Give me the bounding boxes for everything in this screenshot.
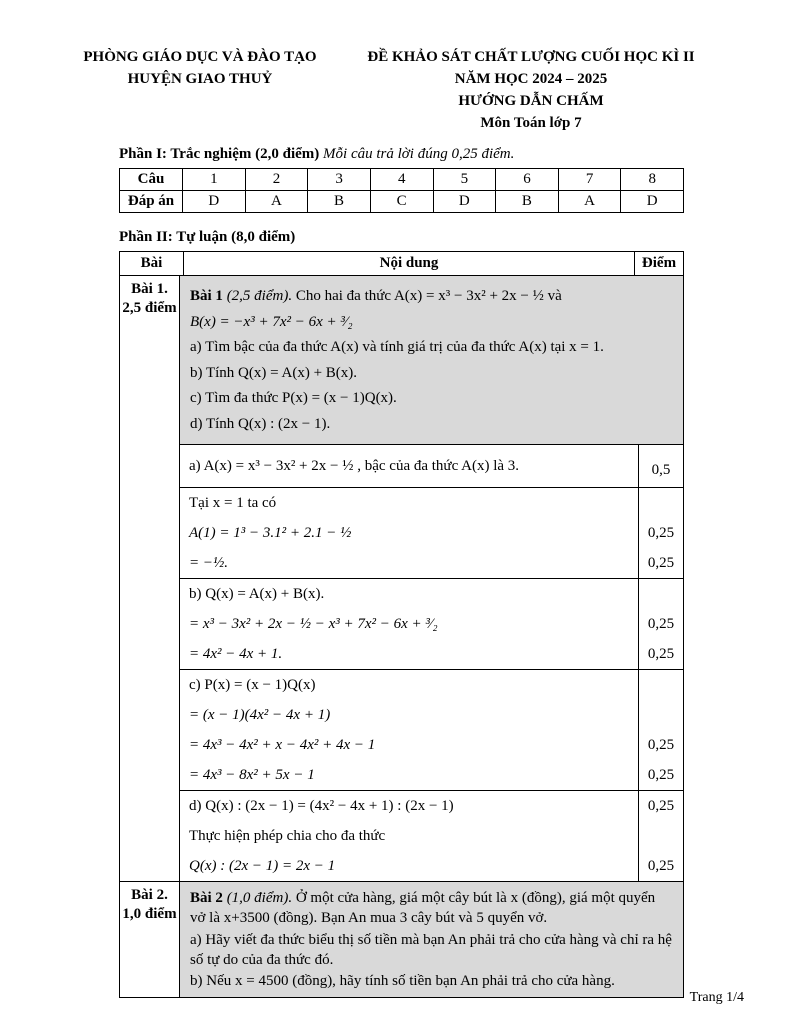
answer-text: Tại x = 1 ta có (180, 488, 639, 518)
statement-line: a) Tìm bậc của đa thức A(x) và tính giá trị của đa thức A(x) tại x = 1. (190, 339, 604, 355)
answer-text: c) P(x) = (x − 1)Q(x) (180, 670, 639, 700)
answer-line (180, 548, 683, 578)
statement-line: b) Tính Q(x) = A(x) + B(x). (190, 364, 358, 381)
statement-line (190, 285, 673, 308)
mc-question-cell: 7 (558, 169, 621, 190)
bai2-points: (1,0 điểm). (226, 890, 293, 906)
answer-text: d) Q(x) : (2x − 1) = (4x² − 4x + 1) : (2x − 1) (180, 791, 639, 821)
document-body (119, 144, 684, 998)
mc-question-cell: 8 (620, 169, 683, 190)
score-cell: 0,25 (647, 524, 675, 541)
mc-answer-cell: D (182, 191, 245, 212)
mc-answer-cell: A (558, 191, 621, 212)
bai1-intro: Cho hai đa thức A(x) = x³ − 3x² + 2x − ½ và (295, 288, 562, 304)
bai1-side-cell (120, 276, 180, 881)
score-cell: 0,25 (647, 554, 675, 571)
statement-line: B(x) = −x³ + 7x² − 6x + ³⁄₂ (190, 313, 353, 330)
bai1-side-label: Bài 1. (131, 281, 168, 297)
answer-line (180, 488, 683, 518)
score-cell (639, 700, 683, 730)
answer-text: A(1) = 1³ − 3.1² + 2.1 − ½ (180, 518, 639, 548)
exam-subject: Môn Toán lớp 7 (480, 115, 582, 131)
part1-answer-table (119, 168, 684, 213)
bai2-statement (180, 882, 683, 997)
answer-line (180, 700, 683, 730)
exam-guide-label: HƯỚNG DẪN CHẤM (458, 93, 604, 109)
page-number: Trang 1/4 (689, 990, 744, 1005)
bai2-side-points: 1,0 điểm (122, 906, 177, 922)
answer-line (180, 609, 683, 639)
mc-answer-cell: B (495, 191, 558, 212)
answer-text: = 4x³ − 8x² + 5x − 1 (180, 760, 639, 790)
part2-heading: Phần II: Tự luận (8,0 điểm) (119, 229, 296, 245)
mc-answer-cell: D (433, 191, 496, 212)
answer-row-a-value (180, 487, 683, 578)
part1-note: Mỗi câu trả lời đúng 0,25 điểm. (323, 146, 515, 162)
statement-line (190, 888, 673, 929)
mc-question-cell: 1 (182, 169, 245, 190)
part2-table (119, 251, 684, 998)
answer-row-b (180, 578, 683, 669)
part1-title: Phần I: Trắc nghiệm (2,0 điểm) (119, 146, 320, 162)
answer-line (180, 639, 683, 669)
exam-title: ĐỀ KHẢO SÁT CHẤT LƯỢNG CUỐI HỌC KÌ II (367, 49, 695, 65)
exam-year: NĂM HỌC 2024 – 2025 (454, 71, 608, 87)
answer-text: a) A(x) = x³ − 3x² + 2x − ½ , bậc của đa thức A(x) là 3. (180, 445, 639, 487)
answer-line (180, 821, 683, 851)
score-cell: 0,25 (647, 615, 675, 632)
answer-row-d (180, 790, 683, 881)
mc-question-cell: 5 (433, 169, 496, 190)
col-header-diem: Điểm (641, 255, 677, 271)
answer-row-c (180, 669, 683, 790)
bai1-side-points: 2,5 điểm (122, 300, 177, 316)
answer-line (180, 670, 683, 700)
score-cell (639, 670, 683, 700)
mc-question-row (120, 169, 683, 190)
score-cell (639, 579, 683, 609)
bai1-label: Bài 1 (190, 288, 223, 304)
statement-line: a) Hãy viết đa thức biểu thị số tiền mà bạn An phải trả cho cửa hàng và chỉ ra hệ số tự do của đa thức đó. (190, 931, 672, 968)
mc-answer-cell: D (620, 191, 683, 212)
mc-question-cell: 4 (370, 169, 433, 190)
statement-line: b) Nếu x = 4500 (đồng), hãy tính số tiền bạn An phải trả cho cửa hàng. (190, 973, 615, 989)
org-block (70, 46, 330, 134)
document-header (0, 0, 792, 134)
statement-line: c) Tìm đa thức P(x) = (x − 1)Q(x). (190, 390, 397, 406)
table-header-row (120, 252, 683, 276)
mc-answer-cell: C (370, 191, 433, 212)
score-cell: 0,25 (647, 857, 675, 874)
statement-line: d) Tính Q(x) : (2x − 1). (190, 415, 331, 432)
mc-question-cell: 3 (307, 169, 370, 190)
mc-question-label: Câu (137, 171, 165, 187)
mc-answer-cell: A (245, 191, 308, 212)
answer-text: = x³ − 3x² + 2x − ½ − x³ + 7x² − 6x + ³⁄₂ (180, 609, 639, 639)
mc-answer-row (120, 190, 683, 212)
bai2-side-cell (120, 882, 180, 997)
mc-question-cell: 6 (495, 169, 558, 190)
part1-heading (119, 144, 684, 164)
score-cell (639, 821, 683, 851)
bai1-band (120, 276, 683, 881)
answer-text: Thực hiện phép chia cho đa thức (180, 821, 639, 851)
score-cell: 0,25 (647, 766, 675, 783)
score-cell: 0,25 (647, 645, 675, 662)
score-cell (639, 488, 683, 518)
answer-line (180, 579, 683, 609)
mc-answer-label: Đáp án (127, 193, 175, 209)
bai2-intro: Ở một cửa hàng, giá một cây bút là x (đồng), giá một quyển vở là x+3500 (đồng). Bạn An mua 3 cây bút và 5 quyển vở. (190, 890, 656, 927)
answer-line (180, 851, 683, 881)
bai1-points: (2,5 điểm). (226, 288, 293, 304)
answer-line (180, 760, 683, 790)
answer-line (180, 518, 683, 548)
answer-text: = 4x³ − 4x² + x − 4x² + 4x − 1 (180, 730, 639, 760)
bai1-statement (180, 276, 683, 444)
mc-question-cell: 2 (245, 169, 308, 190)
answer-line (180, 445, 683, 487)
exam-title-block (330, 46, 732, 134)
col-header-bai: Bài (120, 252, 184, 275)
score-cell: 0,25 (647, 797, 675, 814)
answer-text: b) Q(x) = A(x) + B(x). (180, 579, 639, 609)
mc-answer-cell: B (307, 191, 370, 212)
answer-text: = (x − 1)(4x² − 4x + 1) (180, 700, 639, 730)
score-cell: 0,25 (647, 736, 675, 753)
bai2-label: Bài 2 (190, 890, 223, 906)
answer-line (180, 730, 683, 760)
bai2-band (120, 881, 683, 997)
org-unit: HUYỆN GIAO THUỶ (127, 71, 273, 87)
col-header-noidung: Nội dung (184, 252, 635, 275)
org-name: PHÒNG GIÁO DỤC VÀ ĐÀO TẠO (83, 49, 317, 65)
score-cell: 0,5 (651, 462, 671, 478)
answer-text: = −½. (180, 548, 639, 578)
answer-text: Q(x) : (2x − 1) = 2x − 1 (180, 851, 639, 881)
answer-row-a (180, 444, 683, 487)
answer-line (180, 791, 683, 821)
bai2-side-label: Bài 2. (131, 887, 168, 903)
answer-text: = 4x² − 4x + 1. (180, 639, 639, 669)
